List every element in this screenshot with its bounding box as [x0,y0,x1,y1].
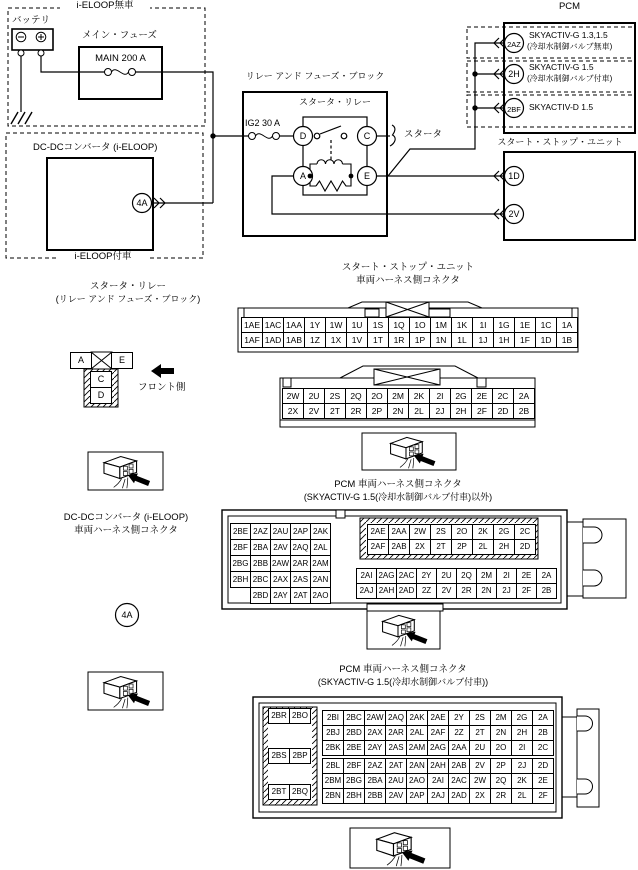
pin-cell: 2M [491,711,512,726]
pin-cell: 2Z [417,584,437,599]
pin-cell: 2X [283,404,304,419]
pin-cell: 2AD [397,584,417,599]
relay-conn-pin-d: D [90,387,112,404]
pin-cell: 2G [451,389,472,404]
pin-cell: 2J [497,584,517,599]
pin-cell: 2A [533,711,554,726]
pin-cell: 2U [437,569,457,584]
pin-cell: 2BB [251,556,271,572]
dcdc-connector-pin-label: 4A [121,610,133,620]
pin-cell: 1AB [284,333,305,348]
pin-cell: 2AH [377,584,397,599]
pin-cell: 2S [325,389,346,404]
pin-cell: 2AZ [251,524,271,540]
pin-cell: 2AP [407,789,428,804]
pin-cell: 1O [410,318,431,333]
pin-cell: 1U [347,318,368,333]
pin-cell: 2P [367,404,388,419]
pcm2-side-grid-1 [268,708,311,724]
pin-cell: 2BK [323,741,344,756]
pin-cell: 1T [368,333,389,348]
pin-cell: 2D [493,404,514,419]
pin-cell: 2AM [311,556,331,572]
pin-cell: 2C [515,525,536,540]
pin-cell: 2AH [428,759,449,774]
pin-cell: 1AC [263,318,284,333]
relay-connector-title: スタータ・リレー [89,281,166,292]
pin-cell: 1AA [284,318,305,333]
pin-cell: 2BE [231,524,251,540]
pcm2-side-grid-2 [268,748,311,764]
pin-cell: 2AE [368,525,389,540]
pin-cell: 2AZ [365,759,386,774]
pin-cell: 2AM [407,741,428,756]
pin-cell: 2BA [365,774,386,789]
pin-cell: 2B [537,584,557,599]
pin-cell: 1Y [305,318,326,333]
group-label-no-ieloop: i-ELOOP無車 [60,0,150,12]
pin-cell: 1S [368,318,389,333]
pin-cell: 2P [452,540,473,555]
pin-cell: 2D [533,759,554,774]
pin-cell: 2W [470,774,491,789]
pin-cell: 2BN [323,789,344,804]
pin-cell: 1X [326,333,347,348]
pin-label-2bf: 2BF [507,105,521,114]
pcm2-side-grid-3 [268,784,311,800]
ig2-fuse-label: IG2 30 A [245,118,281,128]
pin-cell: 2AN [407,759,428,774]
pin-cell: 2O [491,741,512,756]
pin-cell: 2K [409,389,430,404]
pin-cell: 2K [473,525,494,540]
pin-cell: 1F [515,333,536,348]
pin-cell: 2BI [323,711,344,726]
pin-cell: 1D [536,333,557,348]
pin-cell: 2I [497,569,517,584]
pin-label-1d: 1D [508,171,520,181]
pin-cell: 1J [473,333,494,348]
pin-cell: 2C [493,389,514,404]
pin-label-2h: 2H [508,69,520,79]
dcdc-label: DC-DCコンバータ (i-ELOOP) [33,142,158,153]
pin-cell: 2BT [269,785,290,800]
pin-cell: 2F [472,404,493,419]
pin-cell: 2L [512,789,533,804]
pin-cell: 2AY [365,741,386,756]
pin-cell: 2BE [344,741,365,756]
pin-cell: 1AE [242,318,263,333]
pin-cell: 2AB [389,540,410,555]
pin-cell: 2V [304,404,325,419]
connector-photo-icon [104,457,150,489]
pin-cell: 2S [470,711,491,726]
pin-cell: 2AQ [386,711,407,726]
pcm2-bottom-grid [322,758,554,804]
pin-cell: 1K [452,318,473,333]
pin-cell: 2AK [407,711,428,726]
pcm2-top-grid [322,710,554,756]
pin-cell: 2V [470,759,491,774]
pin-cell: 2E [517,569,537,584]
pin-cell: 2AA [449,741,470,756]
pin-cell: 2BR [269,709,290,724]
pin-cell: 2AR [291,556,311,572]
pin-cell: 1Z [305,333,326,348]
pin-cell: 2Y [417,569,437,584]
pin-cell: 1M [431,318,452,333]
pcm-variant-text: SKYACTIV-D 1.5 [529,102,594,112]
pin-cell: 2H [512,726,533,741]
pin-cell: 2Q [491,774,512,789]
pin-cell: 2R [491,789,512,804]
ig2-fuse-icon [249,133,280,140]
pin-cell: 2N [477,584,497,599]
pin-cell: 2AT [386,759,407,774]
dcdc-connector-subtitle: 車両ハーネス側コネクタ [74,525,178,536]
pin-cell: 2AR [386,726,407,741]
pcm1-main-grid [356,568,557,599]
pin-cell: 2U [304,389,325,404]
relay-switch-icon [314,126,347,160]
pin-cell: 2G [512,711,533,726]
pcm-variant-text: (冷却水制御バルブ付車) [527,74,613,83]
ssu-connector-grid-2 [282,388,535,419]
pin-cell: 2K [512,774,533,789]
main-fuse-value: MAIN 200 A [95,53,146,64]
pin-cell: 2A [537,569,557,584]
pin-cell: 2BL [323,759,344,774]
front-direction-arrow-icon [151,364,174,378]
pin-cell: 2A [514,389,535,404]
starter-label: スタータ [404,129,443,140]
pin-cell: 2AV [271,540,291,556]
pin-cell: 2AT [291,588,311,604]
pin-cell: 1R [389,333,410,348]
pin-cell: 1W [326,318,347,333]
pin-cell: 2AD [449,789,470,804]
ssu-label: スタート・ストップ・ユニット [497,137,623,147]
pcm-variant-text: SKYACTIV-G 1.3,1.5 [529,30,608,40]
ssu-connector-subtitle: 車両ハーネス側コネクタ [356,275,460,286]
ground-icon [11,112,32,124]
pin-cell: 2AU [271,524,291,540]
pin-cell: 2AO [407,774,428,789]
pin-cell: 1B [557,333,578,348]
ssu-connector-grid-1 [241,317,578,348]
pin-cell: 2BD [344,726,365,741]
battery-terminals [16,32,46,56]
pin-cell: 2AX [365,726,386,741]
pin-cell: 2Z [449,726,470,741]
start-stop-unit-box [504,152,635,240]
pin-cell: 2AY [271,588,291,604]
pin-cell: 2R [457,584,477,599]
pin-cell: 2W [410,525,431,540]
pin-cell: 2X [470,789,491,804]
pin-cell: 2AL [311,540,331,556]
pin-cell: 2T [431,540,452,555]
pin-cell: 2G [494,525,515,540]
pcm2-connector-subtitle: (SKYACTIV-G 1.5(冷却水制御バルブ付車)) [317,677,489,687]
pin-cell: 2N [388,404,409,419]
pin-cell: 2BD [251,588,271,604]
pin-cell: 2BC [344,711,365,726]
connector-photo-icon [377,833,426,866]
pin-cell: 2O [367,389,388,404]
pin-cell: 1P [410,333,431,348]
pin-cell: 2AN [311,572,331,588]
pin-cell: 2AS [386,741,407,756]
pin-cell: 2AE [428,711,449,726]
pin-cell: 2AV [386,789,407,804]
pin-cell: 2T [325,404,346,419]
pin-cell: 2H [494,540,515,555]
pin-cell: 2C [533,741,554,756]
pin-label-2v: 2V [508,209,520,219]
pin-cell: 2P [491,759,512,774]
pin-cell: 2M [477,569,497,584]
pin-cell: 1E [515,318,536,333]
pin-cell: 2BP [290,749,311,764]
pin-cell: 2AJ [357,584,377,599]
pin-cell: 1H [494,333,515,348]
pin-cell: 2BC [251,572,271,588]
pin-cell: 2BB [365,789,386,804]
group-label-with-ieloop: i-ELOOP付車 [58,251,148,263]
relay-block-label: リレー アンド フューズ・ブロック [245,71,385,81]
pin-cell: 1AF [242,333,263,348]
pin-cell: 2AO [311,588,331,604]
pin-cell: 2AG [428,741,449,756]
relay-connector-subtitle: (リレー アンド フューズ・ブロック) [55,294,201,304]
pin-cell: 2BA [251,540,271,556]
pin-cell: 2BH [344,789,365,804]
pin-cell: 2BJ [323,726,344,741]
main-fuse-icon [105,69,136,76]
pin-cell: 2BM [323,774,344,789]
pin-cell: 2AP [291,524,311,540]
pin-cell: 1AD [263,333,284,348]
relay-conn-pin-e: E [111,352,133,369]
pin-cell: 2AI [357,569,377,584]
pin-cell: 2F [517,584,537,599]
pin-cell: 2B [533,726,554,741]
pin-cell: 1C [536,318,557,333]
pin-cell: 2BO [290,709,311,724]
pin-cell: 2AW [271,556,291,572]
pcm-variant-text: (冷却水制御バルブ無車) [527,42,613,51]
pin-cell: 2L [473,540,494,555]
pin-cell: 2AQ [291,540,311,556]
pin-cell: 2S [431,525,452,540]
pin-cell: 2B [514,404,535,419]
connector-photo-icon [391,437,436,468]
pin-label-c: C [363,131,371,141]
pin-cell: 1L [452,333,473,348]
connector-photo-icon [104,677,150,709]
connector-photo-icon [383,615,428,646]
battery-label: バッテリ [12,15,51,26]
pcm-label: PCM [558,1,581,12]
starter-relay-label: スタータ・リレー [298,97,371,107]
pin-cell: 2AW [365,711,386,726]
pin-cell: 2AL [407,726,428,741]
pin-cell: 2BQ [290,785,311,800]
pin-cell: 2I [430,389,451,404]
pin-cell: 1N [431,333,452,348]
pin-cell: 2AX [271,572,291,588]
pin-cell: 1V [347,333,368,348]
ssu-connector-title: スタート・ストップ・ユニット [341,262,475,273]
front-side-label: フロント側 [138,382,186,393]
pin-label-4a: 4A [136,198,148,208]
pin-cell: 2X [410,540,431,555]
pin-cell: 2H [451,404,472,419]
pin-label-2az: 2AZ [507,40,521,49]
pin-cell: 2Q [346,389,367,404]
pin-cell: 2AU [386,774,407,789]
starter-brace [390,125,395,146]
pcm1-connector-title: PCM 車両ハーネス側コネクタ [334,479,462,490]
pcm-variant-text: SKYACTIV-G 1.5 [529,62,594,72]
pin-cell: 2AF [368,540,389,555]
pin-cell: 1I [473,318,494,333]
pin-cell: 2L [409,404,430,419]
pin-cell: 2AS [291,572,311,588]
pin-cell: 2AA [389,525,410,540]
pin-cell: 2W [283,389,304,404]
relay-conn-pin-a: A [70,352,92,369]
relay-coil-resistor-icon [310,160,351,191]
pcm2-connector-title: PCM 車両ハーネス側コネクタ [339,664,467,675]
battery-box [12,29,53,50]
pin-cell: 2D [515,540,536,555]
pin-label-e: E [363,171,370,181]
dcdc-connector-title: DC-DCコンバータ (i-ELOOP) [63,512,189,523]
pin-cell: 2AG [377,569,397,584]
pin-cell: 2AC [449,774,470,789]
pin-cell: 2BG [231,556,251,572]
pin-cell: 2U [470,741,491,756]
pin-cell: 2E [472,389,493,404]
pcm1-mid-grid [367,524,536,555]
relay-conn-pin-c: C [90,371,112,388]
pin-cell: 2BG [344,774,365,789]
pin-label-a: A [299,171,306,181]
pcm1-connector-subtitle: (SKYACTIV-G 1.5(冷却水制御バルブ付車)以外) [303,492,493,502]
pin-cell [231,588,251,604]
pin-cell: 2I [512,741,533,756]
pin-cell: 2M [388,389,409,404]
pin-cell: 2AK [311,524,331,540]
pin-cell: 2BF [344,759,365,774]
pin-cell: 2F [533,789,554,804]
pin-cell: 2BH [231,572,251,588]
pin-cell: 2Q [457,569,477,584]
pin-cell: 2J [430,404,451,419]
pin-cell: 1G [494,318,515,333]
pin-cell: 2O [452,525,473,540]
pin-cell: 2R [346,404,367,419]
pin-cell: 2E [533,774,554,789]
pin-cell: 2AB [449,759,470,774]
pin-cell: 2AJ [428,789,449,804]
pin-cell: 1Q [389,318,410,333]
pin-cell: 2V [437,584,457,599]
pin-cell: 2T [470,726,491,741]
pin-cell: 2AF [428,726,449,741]
pin-cell: 2J [512,759,533,774]
pin-cell: 1A [557,318,578,333]
pin-cell: 2Y [449,711,470,726]
pin-cell: 2BS [269,749,290,764]
pin-cell: 2AC [397,569,417,584]
pin-cell: 2BF [231,540,251,556]
pin-label-d: D [299,131,307,141]
pcm1-left-grid [230,523,331,604]
main-fuse-label: メイン・フューズ [82,30,157,41]
pin-cell: 2N [491,726,512,741]
pin-cell: 2AI [428,774,449,789]
